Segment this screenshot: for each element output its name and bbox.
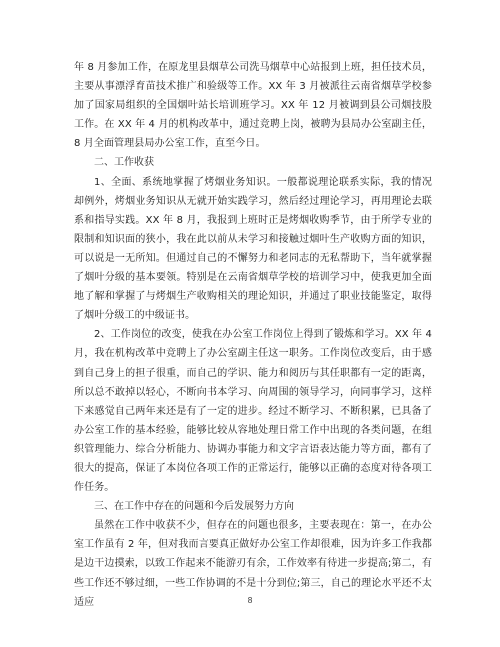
paragraph-existing-problems: 虽然在工作中收获不少，但存在的问题也很多，主要表现在：第一，在办公室工作虽有 2 年，但对我而言要真正做好办公室工作却很难，因为许多工作我都是边干边摸索，以致工作起来不能游刃有余，工作效率有待进一步提高;第二，有些工作还不够过细，一些工作协调的不是十分到位;第三，自己的理论水平还不太适应 xyxy=(74,520,432,608)
paragraph-career-history: 年 8 月参加工作，在原龙里县烟草公司洗马烟草中心站报到上班，担任技术员，主要从事漂浮育苗技术推广和验级等工作。XX 年 3 月被派往云南省烟草学校参加了国家局组织的全国烟叶站长培训班学习。XX 年 12 月被调到县公司烟技股工作。在 XX 年 4 月的机构改革中，通过竞聘上岗，被聘为县局办公室副主任，8 月全面管理县局办公室工作，直至今日。 xyxy=(74,62,432,150)
section-heading-problems-direction: 三、在工作中存在的问题和今后发展努力方向 xyxy=(94,501,294,513)
paragraph-office-position: 2、工作岗位的改变，使我在办公室工作岗位上得到了锻炼和学习。XX 年 4 月，我在机构改革中竞聘上了办公室副主任这一职务。工作岗位改变后，由于感到自己身上的担子很重，而自己的学识、能力和阅历与其任职都有一定的距离，所以总不敢掉以轻心，不断向书本学习、向周围的领导学习，向同事学习，这样下来感觉自己两年来还是有了一定的进步。经过不断学习、不断积累，已具备了办公室工作的基本经验，能够比较从容地处理日常工作中出现的各类问题，在组织管理能力、综合分析能力、协调办事能力和文字言语表达能力等方面，都有了很大的提高，保证了本岗位各项工作的正常运行，能够以正确的态度对待各项工作任务。 xyxy=(74,329,432,494)
page-number: 8 xyxy=(247,596,253,605)
section-heading-work-gains: 二、工作收获 xyxy=(94,157,154,169)
document-body xyxy=(74,58,432,612)
paragraph-tobacco-knowledge: 1、全面、系统地掌握了烤烟业务知识。一般都说理论联系实际，我的情况却例外，烤烟业务知识从无就开始实践学习，然后经过理论学习，再用理论去联系和指导实践。XX 年 8 月，我报到上班时正是烤烟收购季节，由于所学专业的限制和知识面的狭小，我在此以前从未学习和接触过烟叶生产收购方面的知识，可以说是一无所知。但通过自己的不懈努力和老同志的无私帮助下，当年就掌握了烟叶分级的基本要领。特别是在云南省烟草学校的培训学习中，使我更加全面地了解和掌握了与烤烟生产收购相关的理论知识，并通过了职业技能鉴定，取得了烟叶分级工的中级证书。 xyxy=(74,176,432,322)
